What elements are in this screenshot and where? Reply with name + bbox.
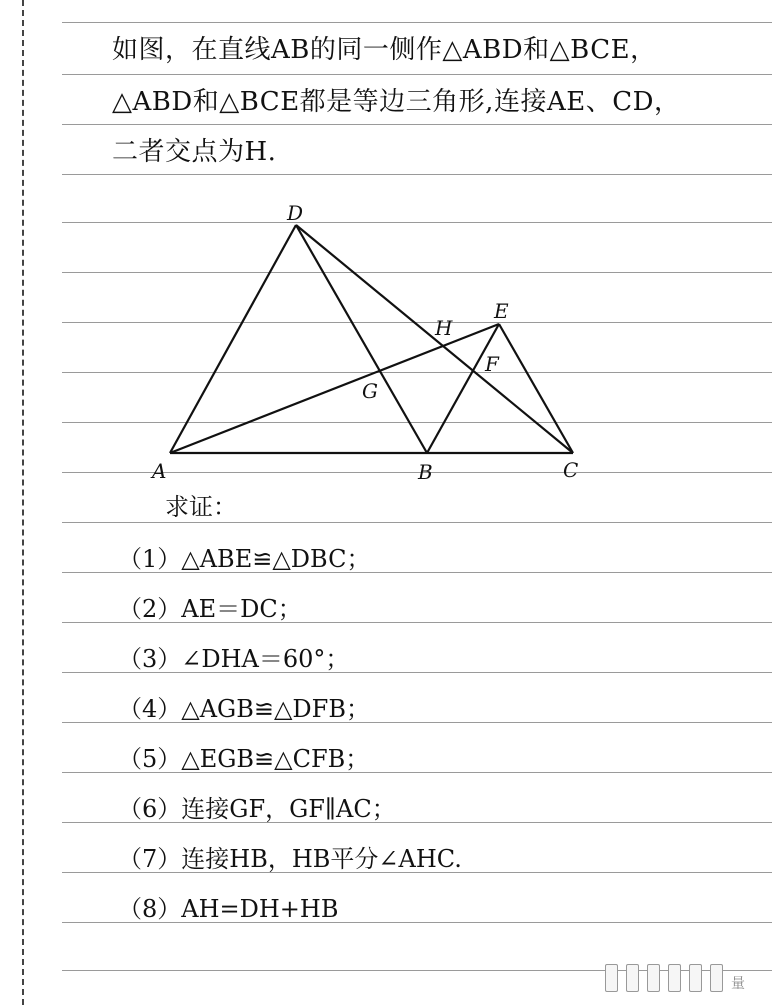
watermark-bar-icon xyxy=(689,964,702,992)
binding-margin-line xyxy=(22,0,24,1005)
segment-BE xyxy=(427,324,499,453)
claim-1: （1）△ABE≌△DBC； xyxy=(118,545,371,573)
label-point-H: H xyxy=(435,316,453,340)
watermark-char: 量 xyxy=(731,976,745,992)
label-point-G: G xyxy=(362,379,378,403)
intro-line-2: △ABD和△BCE都是等边三角形,连接AE、CD， xyxy=(112,87,681,117)
segment-AE xyxy=(170,324,499,453)
watermark-bar-icon xyxy=(605,964,618,992)
watermark-bar-icon xyxy=(626,964,639,992)
claim-4: （4）△AGB≌△DFB； xyxy=(118,695,370,723)
segment-AD xyxy=(170,225,296,453)
prove-heading: 求证： xyxy=(165,493,237,521)
watermark-bar-icon xyxy=(710,964,723,992)
label-point-C: C xyxy=(563,458,579,482)
label-point-F: F xyxy=(485,352,499,376)
claim-3: （3）∠DHA＝60°； xyxy=(118,645,350,673)
label-point-A: A xyxy=(152,459,167,483)
claim-5: （5）△EGB≌△CFB； xyxy=(118,745,370,773)
claim-8: （8）AH=DH+HB xyxy=(118,895,339,923)
ruled-line xyxy=(62,174,772,175)
watermark-bar-icon xyxy=(668,964,681,992)
segment-EC xyxy=(499,324,573,453)
ruled-line xyxy=(62,74,772,75)
claim-7: （7）连接HB，HB平分∠AHC. xyxy=(118,845,462,873)
label-point-B: B xyxy=(418,460,433,484)
watermark-bar-icon xyxy=(647,964,660,992)
label-point-D: D xyxy=(287,201,304,225)
ruled-line xyxy=(62,124,772,125)
watermark xyxy=(605,962,745,992)
segment-DB xyxy=(296,225,427,453)
ruled-line xyxy=(62,22,772,23)
label-point-E: E xyxy=(494,299,509,323)
ruled-line xyxy=(62,522,772,523)
claim-6: （6）连接GF，GF∥AC； xyxy=(118,795,396,823)
claim-2: （2）AE＝DC； xyxy=(118,595,302,623)
intro-line-3: 二者交点为H. xyxy=(112,137,277,167)
intro-line-1: 如图，在直线AB的同一侧作△ABD和△BCE， xyxy=(112,35,657,65)
geometry-figure xyxy=(150,200,590,490)
